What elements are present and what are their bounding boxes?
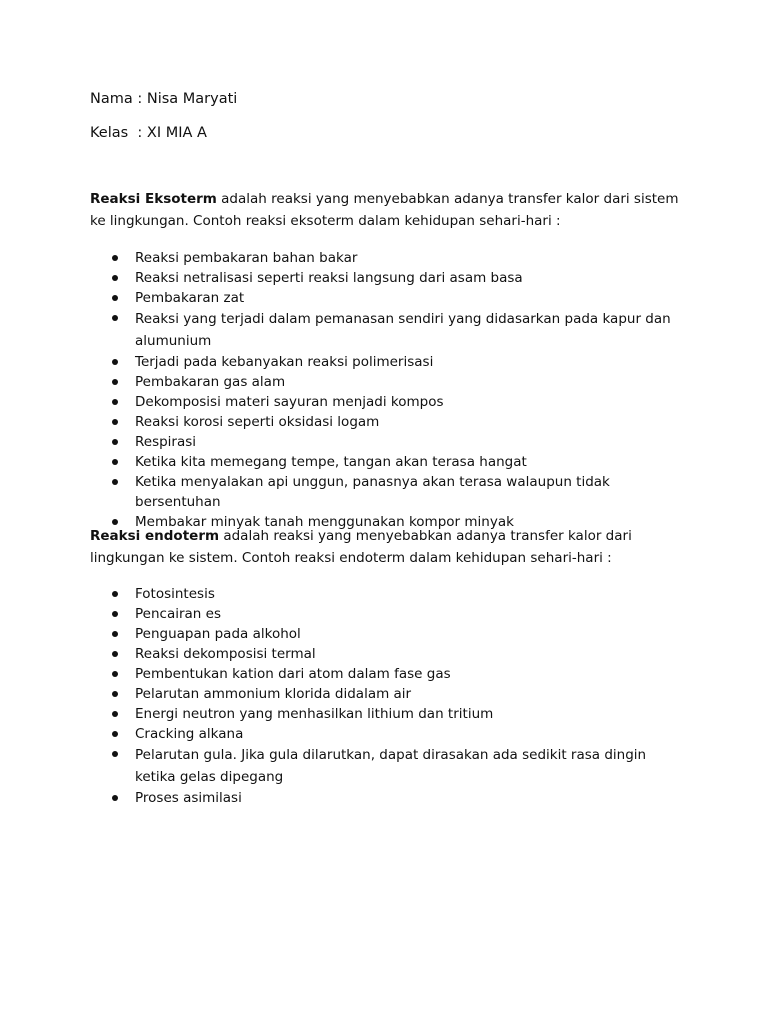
bullet-icon <box>112 691 118 697</box>
list-item-text: Terjadi pada kebanyakan reaksi polimerisasi <box>135 354 434 370</box>
list-item <box>112 684 672 704</box>
bullet-icon <box>112 315 118 321</box>
bullet-icon <box>112 731 118 737</box>
bullet-icon <box>112 359 118 365</box>
list-item-text: Fotosintesis <box>135 586 215 602</box>
list-item <box>112 352 672 372</box>
bullet-icon <box>112 295 118 301</box>
name-value: Nisa Maryati <box>146 91 238 107</box>
list-item <box>112 644 672 664</box>
bullet-icon <box>112 275 118 281</box>
exotherm-example-list <box>112 248 672 532</box>
list-item-text: Respirasi <box>135 434 197 450</box>
list-item <box>112 584 672 604</box>
class-separator: : <box>128 125 147 141</box>
student-name-line <box>90 91 237 107</box>
list-item-text: Pencairan es <box>135 606 221 622</box>
list-item-text: Pembakaran gas alam <box>135 374 286 390</box>
bullet-icon <box>112 439 118 445</box>
list-item-text: Energi neutron yang menhasilkan lithium dan tritium <box>135 706 494 722</box>
list-item-text: Reaksi pembakaran bahan bakar <box>135 250 358 266</box>
list-item <box>112 744 672 788</box>
bullet-icon <box>112 611 118 617</box>
list-item <box>112 452 672 472</box>
list-item <box>112 704 672 724</box>
bullet-icon <box>112 751 118 757</box>
endotherm-definition <box>90 525 680 569</box>
bullet-icon <box>112 651 118 657</box>
bullet-icon <box>112 591 118 597</box>
list-item <box>112 372 672 392</box>
endotherm-definition-text: adalah reaksi yang menyebabkan adanya transfer kalor dari lingkungan ke sistem. Contoh reaksi endoterm dalam kehidupan sehari-hari : <box>90 528 632 566</box>
list-item <box>112 412 672 432</box>
bullet-icon <box>112 255 118 261</box>
bullet-icon <box>112 795 118 801</box>
list-item <box>112 392 672 412</box>
list-item-text: Cracking alkana <box>135 726 244 742</box>
name-label: Nama <box>90 91 133 107</box>
list-item <box>112 604 672 624</box>
student-class-line <box>90 125 207 141</box>
list-item <box>112 288 672 308</box>
list-item <box>112 664 672 684</box>
exotherm-definition-text: adalah reaksi yang menyebabkan adanya transfer kalor dari sistem ke lingkungan. Contoh reaksi eksoterm dalam kehidupan sehari-hari : <box>90 191 679 229</box>
list-item <box>112 248 672 268</box>
bullet-icon <box>112 631 118 637</box>
name-separator: : <box>132 91 147 107</box>
exotherm-definition <box>90 188 680 232</box>
list-item <box>112 268 672 288</box>
list-item-text: Reaksi netralisasi seperti reaksi langsung dari asam basa <box>135 270 523 286</box>
list-item-text: Pembentukan kation dari atom dalam fase gas <box>135 666 451 682</box>
list-item-text: Proses asimilasi <box>135 790 242 806</box>
endotherm-term: Reaksi endoterm <box>90 528 220 544</box>
list-item-text: Penguapan pada alkohol <box>135 626 301 642</box>
list-item <box>112 724 672 744</box>
list-item-text: Ketika kita memegang tempe, tangan akan terasa hangat <box>135 454 527 470</box>
list-item-text: Ketika menyalakan api unggun, panasnya akan terasa walaupun tidak bersentuhan <box>135 474 610 510</box>
endotherm-example-list <box>112 584 672 808</box>
list-item-text: Reaksi yang terjadi dalam pemanasan sendiri yang didasarkan pada kapur dan alumunium <box>135 311 671 349</box>
list-item-text: Pelarutan ammonium klorida didalam air <box>135 686 412 702</box>
list-item-text: Membakar minyak tanah menggunakan kompor minyak <box>135 514 514 530</box>
list-item-text: Reaksi dekomposisi termal <box>135 646 316 662</box>
list-item <box>112 788 672 808</box>
class-value: XI MIA A <box>146 125 207 141</box>
class-label: Kelas <box>90 125 129 141</box>
bullet-icon <box>112 711 118 717</box>
bullet-icon <box>112 399 118 405</box>
list-item <box>112 624 672 644</box>
list-item-text: Pembakaran zat <box>135 290 245 306</box>
list-item <box>112 308 672 352</box>
bullet-icon <box>112 419 118 425</box>
list-item-text: Pelarutan gula. Jika gula dilarutkan, dapat dirasakan ada sedikit rasa dingin ketika gelas dipegang <box>135 747 647 785</box>
list-item <box>112 472 672 512</box>
list-item-text: Dekomposisi materi sayuran menjadi kompos <box>135 394 444 410</box>
bullet-icon <box>112 671 118 677</box>
list-item-text: Reaksi korosi seperti oksidasi logam <box>135 414 380 430</box>
bullet-icon <box>112 479 118 485</box>
bullet-icon <box>112 379 118 385</box>
exotherm-term: Reaksi Eksoterm <box>90 191 217 207</box>
bullet-icon <box>112 459 118 465</box>
list-item <box>112 432 672 452</box>
